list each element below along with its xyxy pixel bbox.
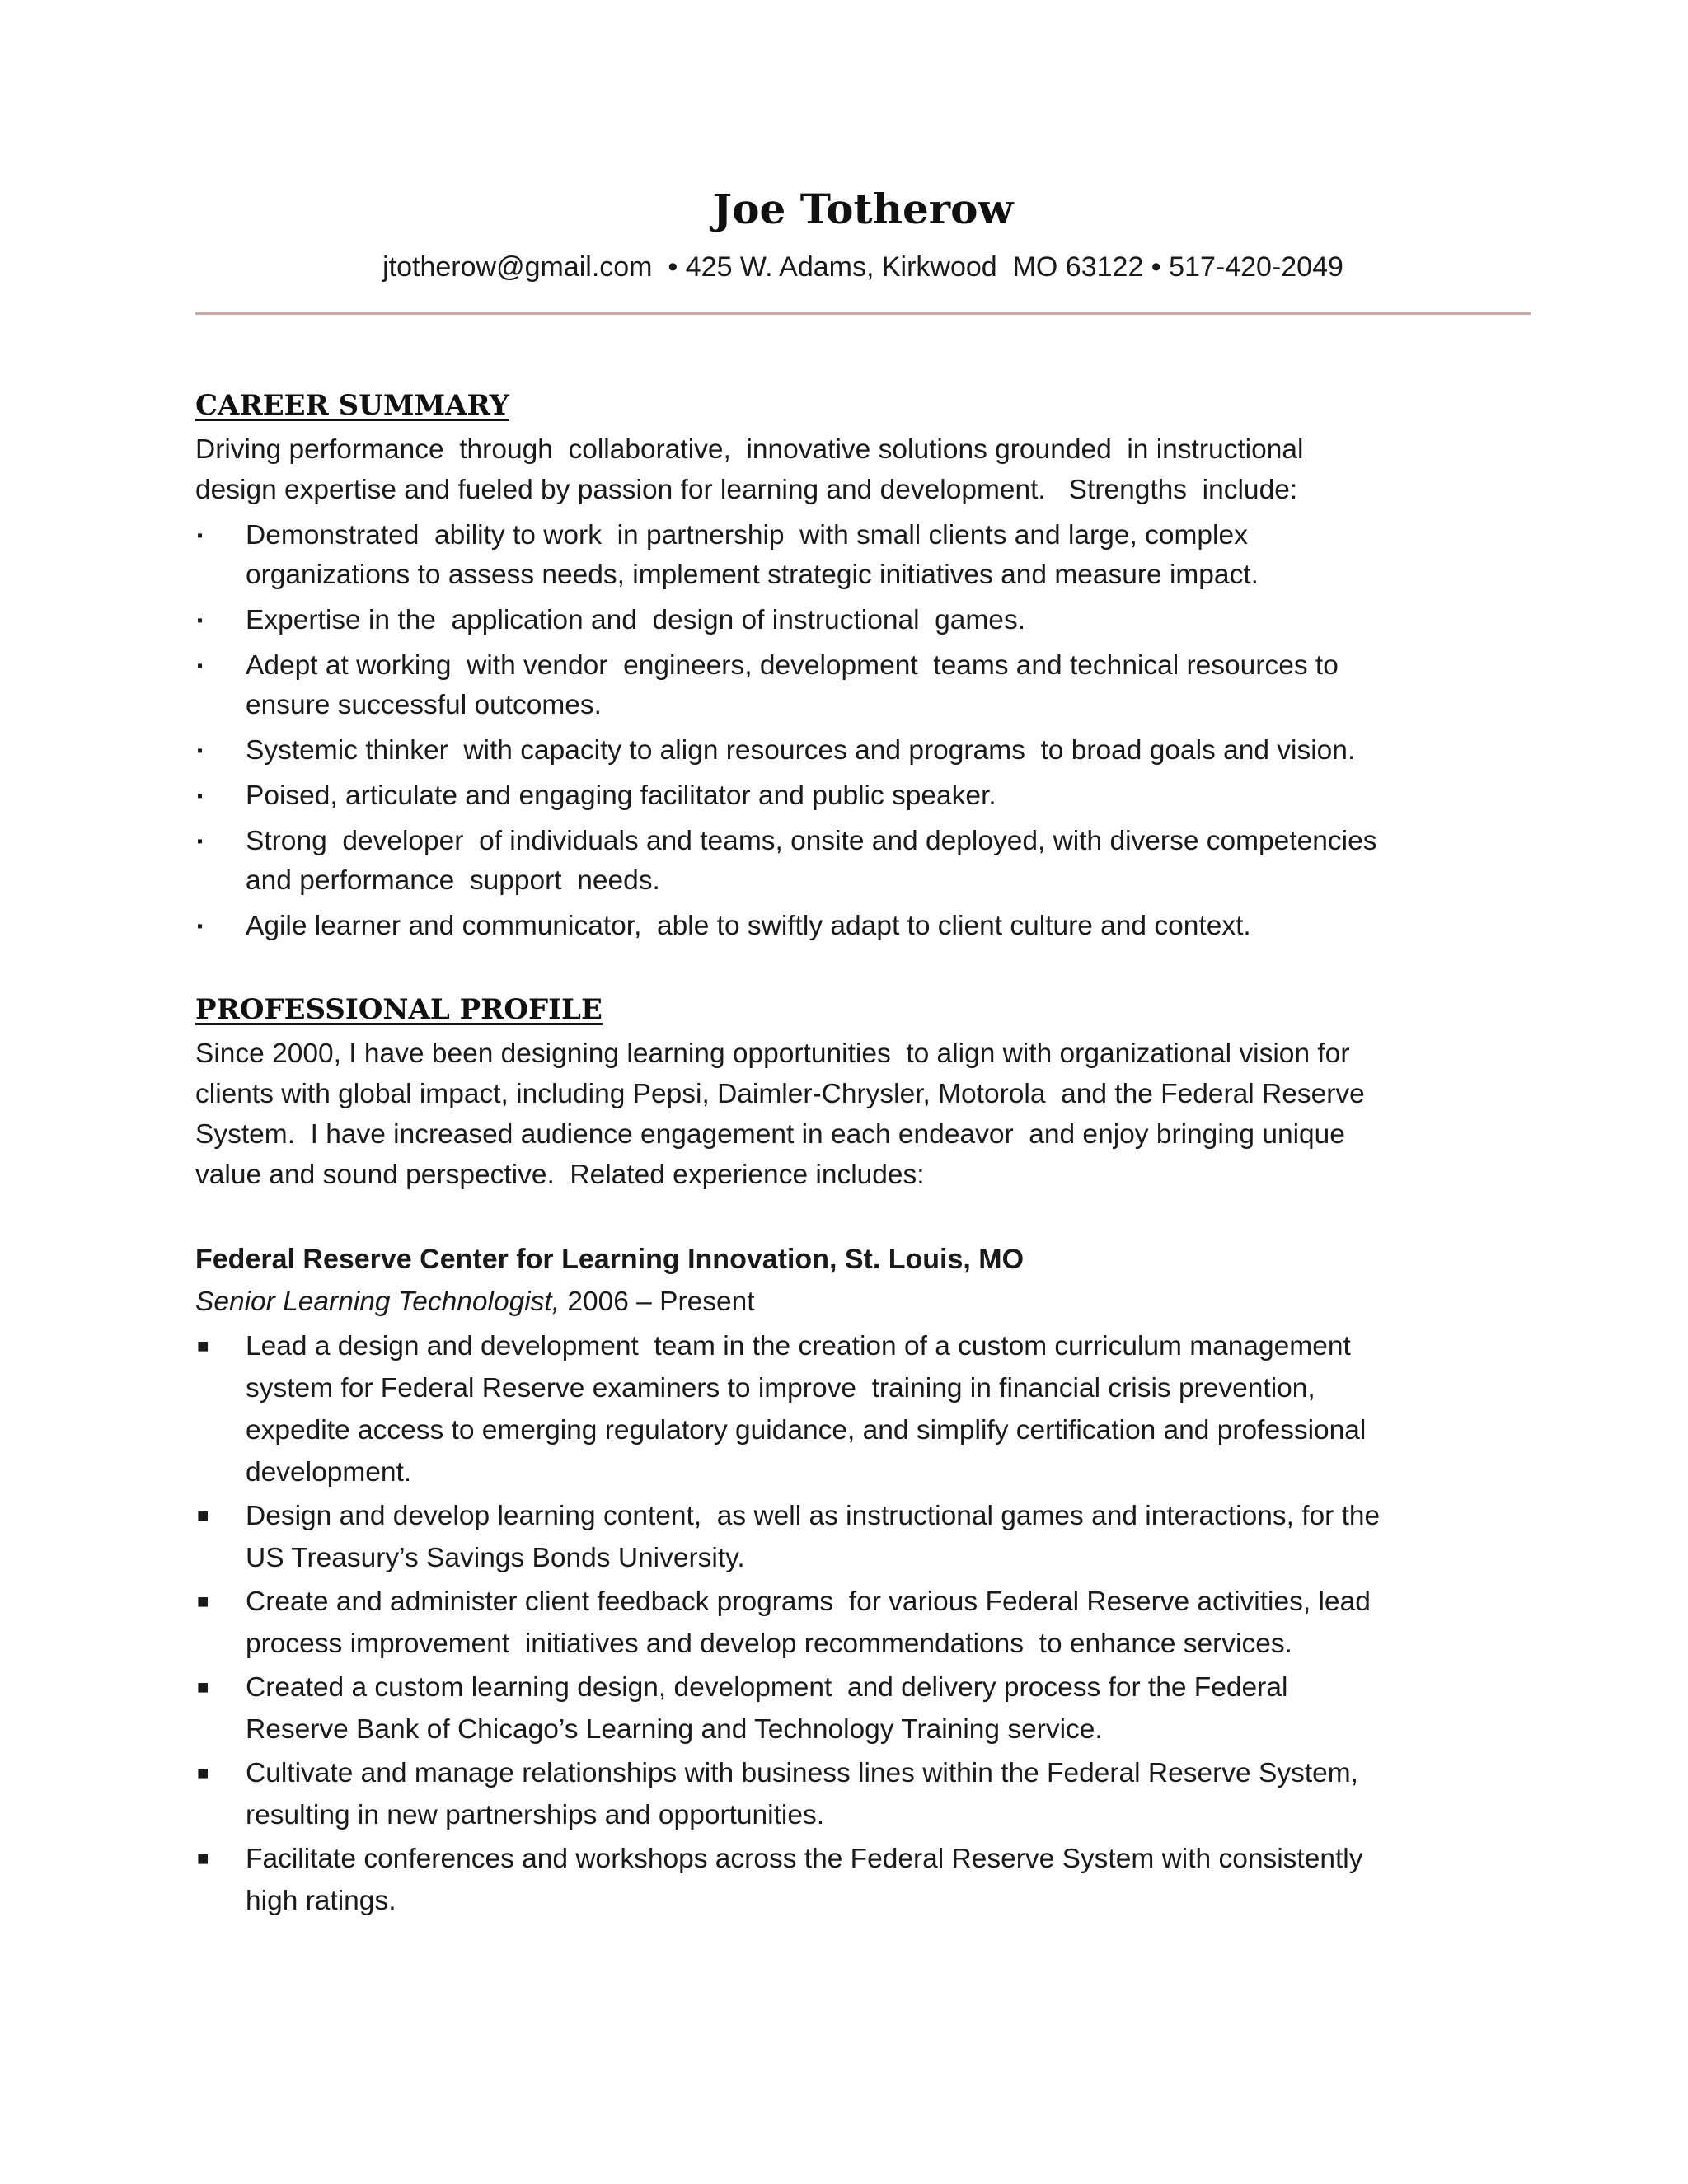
list-item-text: high ratings.	[246, 1886, 396, 1916]
job-dates: 2006 – Present	[567, 1286, 755, 1317]
bullet-icon: ■	[197, 1676, 209, 1699]
bullet-icon: ■	[197, 1591, 209, 1613]
intro-line: design expertise and fueled by passion for learning and development. Strengths include:	[195, 475, 1298, 505]
list-item	[195, 907, 1514, 946]
list-item-text: Reserve Bank of Chicago’s Learning and Technology Training service.	[246, 1714, 1103, 1745]
intro-line: Driving performance through collaborative, innovative solutions grounded in instructional	[195, 434, 1304, 465]
list-item-text: organizations to assess needs, implement strategic initiatives and measure impact.	[246, 560, 1259, 590]
profile-line: clients with global impact, including Pepsi, Daimler-Chrysler, Motorola and the Federal Reserve	[195, 1079, 1365, 1109]
bullet-icon: ■	[197, 1762, 209, 1784]
list-item-text: Adept at working with vendor engineers, development teams and technical resources to	[246, 650, 1339, 681]
list-item-text: Created a custom learning design, development and delivery process for the Federal	[246, 1672, 1288, 1703]
list-item-text: Strong developer of individuals and teams, onsite and deployed, with diverse competencies	[246, 826, 1377, 856]
strengths-list	[195, 516, 1514, 952]
list-item-text: Expertise in the application and design of instructional games.	[246, 605, 1025, 635]
list-item-text: Facilitate conferences and workshops across the Federal Reserve System with consistently	[246, 1844, 1363, 1874]
list-item-text: development.	[246, 1457, 412, 1488]
list-item	[195, 1838, 1514, 1922]
list-item	[195, 1495, 1514, 1579]
list-item-text: expedite access to emerging regulatory guidance, and simplify certification and professional	[246, 1415, 1367, 1446]
list-item	[195, 731, 1514, 771]
contact-line: jtotherow@gmail.com • 425 W. Adams, Kirkwood MO 63122 • 517-420-2049	[382, 251, 1343, 283]
list-item-text: ensure successful outcomes.	[246, 690, 602, 720]
bullet-icon: ▪	[197, 832, 204, 851]
employer-name: Federal Reserve Center for Learning Innovation, St. Louis, MO	[195, 1244, 1025, 1275]
profile-line: value and sound perspective. Related experience includes:	[195, 1160, 925, 1190]
list-item	[195, 776, 1514, 816]
profile-line: System. I have increased audience engagement in each endeavor and enjoy bringing unique	[195, 1119, 1345, 1150]
professional-profile-heading: PROFESSIONAL PROFILE	[195, 993, 603, 1026]
list-item	[195, 1666, 1514, 1750]
list-item-text: Design and develop learning content, as well as instructional games and interactions, for the	[246, 1501, 1381, 1531]
list-item-text: process improvement initiatives and develop recommendations to enhance services.	[246, 1629, 1292, 1659]
bullet-icon: ■	[197, 1335, 209, 1357]
list-item	[195, 516, 1514, 595]
job-role	[195, 1283, 755, 1321]
bullet-icon: ▪	[197, 742, 204, 760]
bullet-icon: ▪	[197, 527, 204, 545]
list-item	[195, 1752, 1514, 1836]
list-item-text: Systemic thinker with capacity to align resources and programs to broad goals and vision.	[246, 735, 1356, 766]
list-item-text: Poised, articulate and engaging facilitator and public speaker.	[246, 780, 996, 811]
list-item-text: system for Federal Reserve examiners to improve training in financial crisis prevention,	[246, 1373, 1315, 1404]
bullet-icon: ▪	[197, 657, 204, 675]
list-item-text: and performance support needs.	[246, 865, 660, 896]
list-item-text: Demonstrated ability to work in partnership with small clients and large, complex	[246, 520, 1248, 551]
bullet-icon: ■	[197, 1848, 209, 1870]
list-item	[195, 1325, 1514, 1493]
list-item-text: Lead a design and development team in the creation of a custom curriculum management	[246, 1331, 1351, 1361]
career-summary-heading: CAREER SUMMARY	[195, 389, 509, 422]
profile-line: Since 2000, I have been designing learning opportunities to align with organizational vision for	[195, 1038, 1350, 1069]
list-item-text: resulting in new partnerships and opportunities.	[246, 1800, 825, 1830]
list-item	[195, 822, 1514, 901]
list-item-text: Cultivate and manage relationships with business lines within the Federal Reserve System,	[246, 1758, 1358, 1788]
list-item	[195, 601, 1514, 640]
list-item	[195, 1581, 1514, 1665]
bullet-icon: ▪	[197, 917, 204, 935]
header-divider	[195, 312, 1531, 315]
list-item-text: Create and administer client feedback programs for various Federal Reserve activities, lead	[246, 1586, 1371, 1617]
career-summary-intro	[195, 429, 1514, 510]
list-item-text: Agile learner and communicator, able to swiftly adapt to client culture and context.	[246, 911, 1251, 941]
list-item-text: US Treasury’s Savings Bonds University.	[246, 1543, 745, 1573]
bullet-icon: ■	[197, 1505, 209, 1527]
job-duties-list	[195, 1325, 1514, 1924]
job-title: Senior Learning Technologist,	[195, 1286, 560, 1317]
list-item	[195, 646, 1514, 725]
professional-profile-text	[195, 1033, 1514, 1195]
bullet-icon: ▪	[197, 787, 204, 805]
candidate-name: Joe Totherow	[712, 185, 1014, 233]
bullet-icon: ▪	[197, 612, 204, 630]
